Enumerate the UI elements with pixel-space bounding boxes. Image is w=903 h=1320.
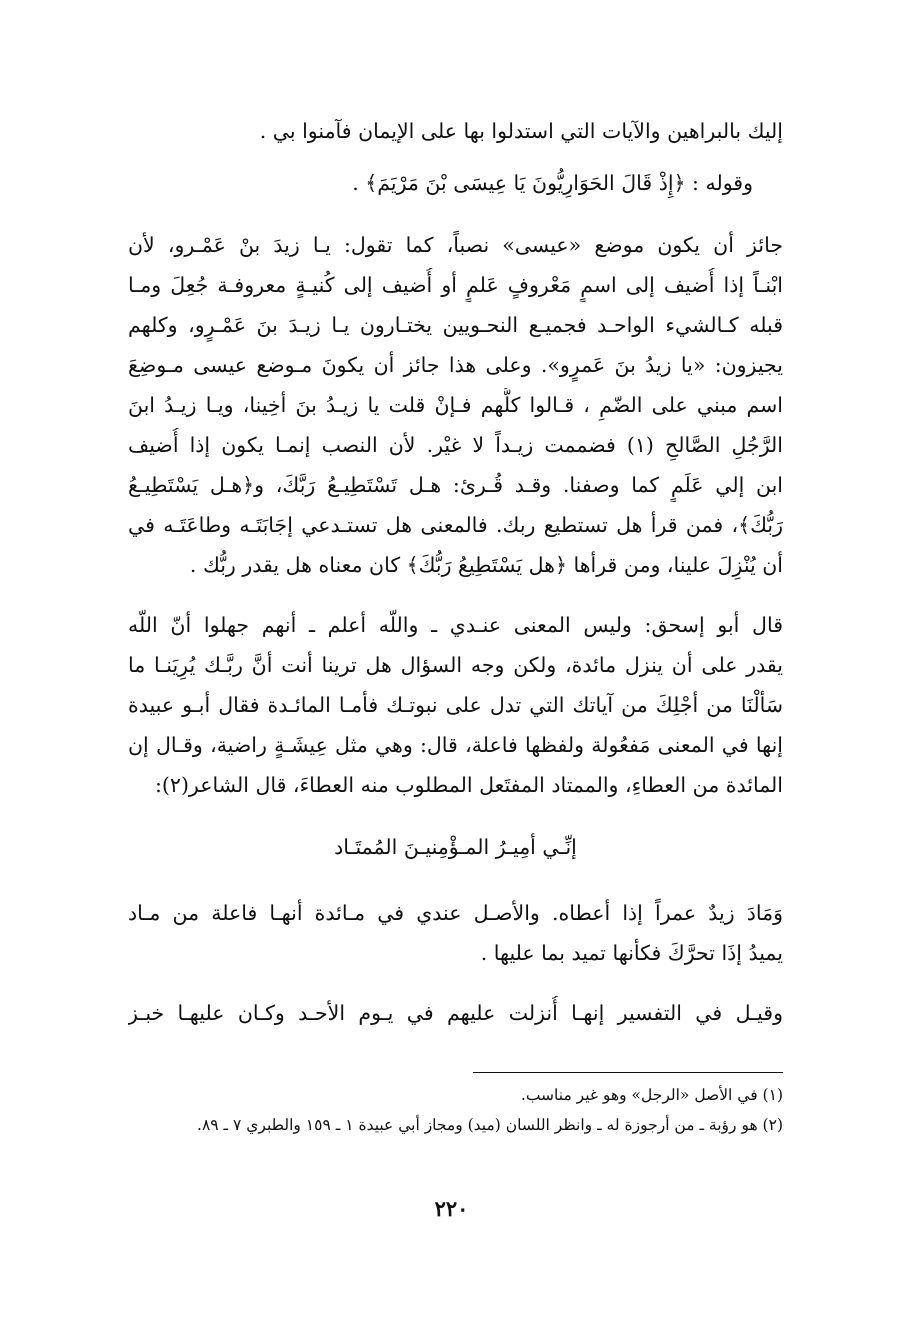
text-line: ابن إلي عَلَمٍ كما وصفنا. وقـد قُـرئ: هـل تَسْتَطِيـعُ رَبَّكَ، و﴿هـل يَسْتَطِيـعُ — [128, 473, 783, 497]
footnote: (٢) هو رؤبة ـ من أرجوزة له ـ وانظر اللسان (ميد) ومجاز أبي عبيدة ١ ـ ١٥٩ والطبري ٧ ـ ٨٩. — [197, 1116, 783, 1134]
text-line: الرَّجُلِ الصَّالحِ (١) فضممت زيـداً لا غيْر. لأن النصب إنمـا يكون إذا أُضيف — [128, 433, 783, 457]
text-line: جائز أن يكون موضع «عيسى» نصباً، كما تقول: يـا زيدَ بنْ عَمْـرو، لأن — [128, 233, 783, 257]
text-line: يميدُ إذَا تحرَّكَ فكأنها تميد بما عليها . — [480, 941, 783, 965]
text-line: يقدر على أن ينزل مائدة، ولكن وجه السؤال هل ترينا أنت أنَّ ربَّـك يُرِيَنـا ما — [128, 653, 783, 677]
text-line: يجيزون: «يا زيدُ بنَ عَمرٍو». وعلى هذا جائز أن يكونَ مـوضع عيسى مـوضِعَ — [128, 353, 783, 377]
text-line: إليك بالبراهين والآيات التي استدلوا بها على الإيمان فآمنوا بي . — [259, 119, 783, 143]
quran-quote-line: وقوله : ﴿إِذْ قَالَ الحَوَارِيُّونَ يَا عِيسَى بْنَ مَرْيَمَ﴾ . — [352, 171, 753, 195]
footnote-separator — [473, 1072, 783, 1073]
text-line: سَألْنَا من أجْلِكَ من آياتك التي تدل على نبوتـك فأمـا المائـدة فقال أبـو عبيدة — [128, 693, 783, 717]
page-number: ٢٢٠ — [434, 1196, 469, 1221]
text-line: وَمَادَ زيدٌ عمراً إذا أعطاه. والأصـل عندي في مـائدة أنهـا فاعلة من مـاد — [128, 901, 783, 925]
text-line: قال أبو إسحق: وليس المعنى عنـدي ـ واللّه أعلم ـ أنهم جهلوا أنّ اللّه — [128, 613, 783, 637]
text-line: قبله كـالشيء الواحـد فجميـع النحـويين يختـارون يـا زيـدَ بنَ عَمْـرٍو، وكلهم — [128, 313, 783, 337]
poetry-verse: إنِّـي أمِيـرُ المـؤْمِنيـنَ المُمتَـاد — [334, 835, 577, 859]
text-line: المائدة من العطاءِ، والممتاد المفتَعل المطلوب منه العطاءَ، قال الشاعر(٢): — [155, 773, 783, 797]
text-line: اسم مبني على الضّمِ ، قـالوا كلُّهم فـإنْ قلت يا زيـدُ بنَ أخِينا، ويـا زيـدُ ابنَ — [128, 393, 783, 417]
text-line: ابْنـاً إذا أُضيف إلى اسمٍ مَعْروفٍ عَلمٍ أو أُضيف إلى كُنيـةٍ معروفـة جُعِلَ ومـا — [128, 273, 783, 297]
text-line: وقيـل في التفسير إنهـا أُنزلت عليهم في يـوم الأحـد وكـان عليهـا خبـز — [128, 1001, 783, 1025]
footnote: (١) في الأصل «الرجل» وهو غير مناسب. — [520, 1086, 783, 1104]
text-line: إنها في المعنى مَفعُولة ولفظها فاعلة، قال: وهي مثل عِيشَـةٍ راضية، وقـال إن — [128, 733, 783, 757]
text-line: أن يُنْزِلَ علينا، ومن قرأها ﴿هل يَسْتَطِيعُ رَبُّكَ﴾ كان معناه هل يقدر ربُّك . — [189, 553, 783, 577]
text-line: رَبُّكَ﴾، فمن قرأ هل تستطيع ربك. فالمعنى هل تستـدعي إجَابَتَـه وطاعَتَـه في — [128, 513, 783, 537]
